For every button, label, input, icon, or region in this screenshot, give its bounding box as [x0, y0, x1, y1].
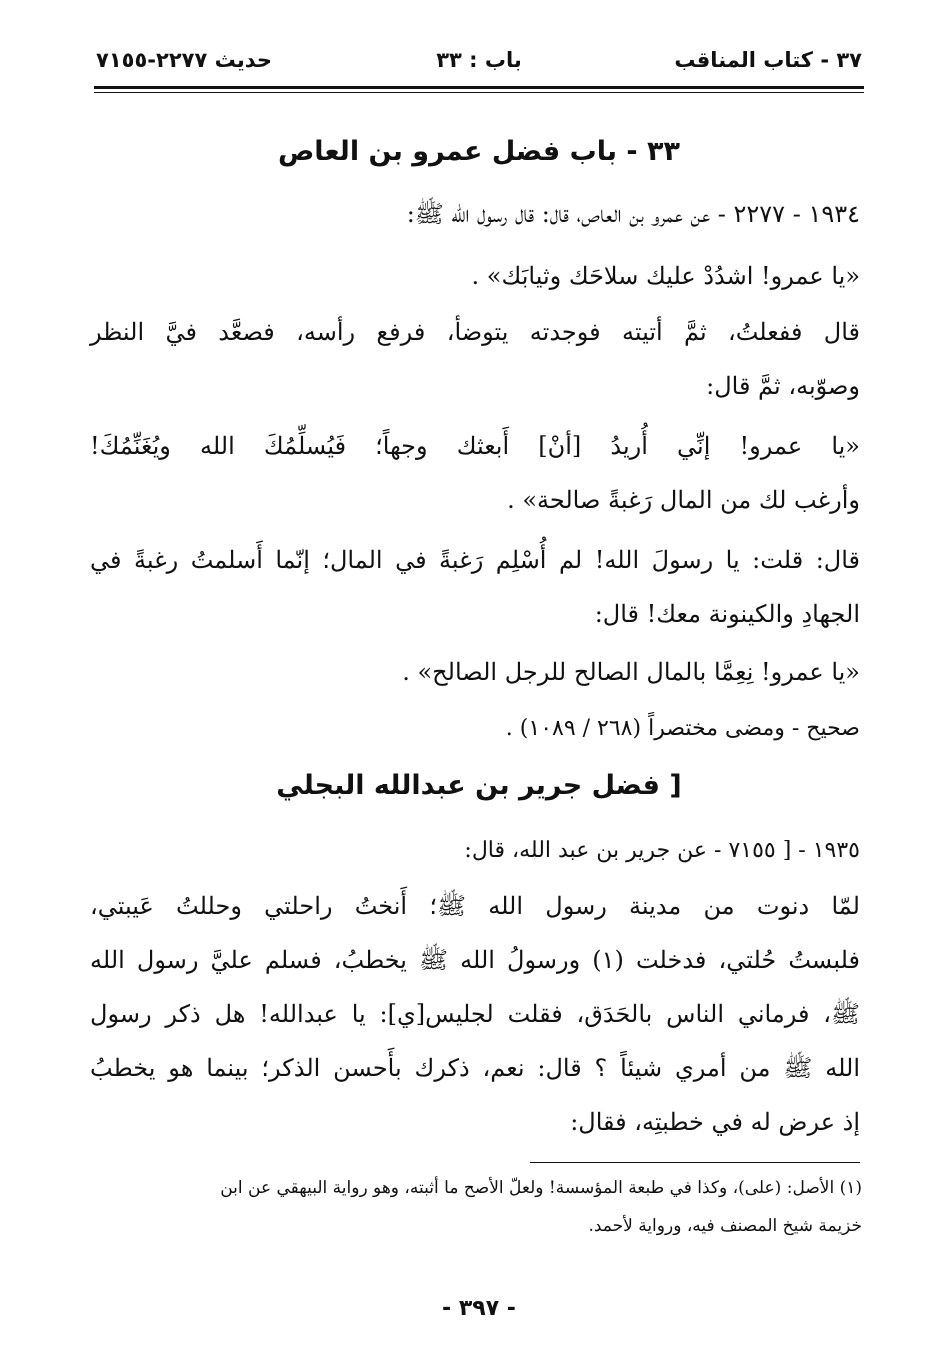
hadith-1935-text-line: الله ﷺ من أمري شيئاً ؟ قال: نعم، ذكرك بأَحسن الذكر؛ بينما هو يخطبُ	[90, 1054, 860, 1082]
hadith-1935-text-line: ﷺ، فرماني الناس بالحَدَق، فقلت لجليس[ي]: يا عبدالله! هل ذكر رسول	[90, 1000, 860, 1028]
hadith-1934-isnad: ١٩٣٤ - ٢٢٧٧ - عن عمرو بن العاص، قال: قال رسول الله ﷺ:	[406, 200, 860, 228]
hadith-1934-text-line: «يا عمرو! إنِّي أُريدُ [أنْ] أَبعثك وجهاً؛ فَيُسلِّمُكَ الله ويُغَنِّمُكَ!	[90, 432, 860, 460]
hadith-1934-text-line: «يا عمرو! نِعِمَّا بالمال الصالح للرجل الصالح» .	[402, 658, 860, 686]
hadith-1935-text-line: فلبستُ حُلتي، فدخلت (١) ورسولُ الله ﷺ يخطبُ، فسلم عليَّ رسول الله	[90, 946, 860, 974]
chapter-title: ٣٣ - باب فضل عمرو بن العاص	[277, 136, 681, 167]
header-rule-thin	[94, 92, 864, 93]
hadith-1935-text-line: إذ عرض له في خطبتِه، فقال:	[570, 1108, 860, 1136]
section-title: [ فضل جرير بن عبدالله البجلي	[276, 770, 682, 801]
hadith-1934-text-line: الجهادِ والكينونة معك! قال:	[594, 600, 860, 628]
header-rule-thick	[94, 86, 864, 89]
hadith-1934-text-line: وأرغب لك من المال رَغبةً صالحة» .	[507, 486, 860, 514]
hadith-1934-text-line: قال: قلت: يا رسولَ الله! لم أُسْلِم رَغبةً في المال؛ إنّما أَسلمتُ رغبةً في	[90, 546, 860, 574]
hadith-1935-text-line: لمّا دنوت من مدينة رسول الله ﷺ؛ أَنختُ راحلتي وحللتُ عَيبتي،	[90, 892, 860, 920]
hadith-1934-text-line: قال ففعلتُ، ثمَّ أتيته فوجدته يتوضأ، فرفع رأسه، فصعَّد فيَّ النظر	[90, 318, 860, 346]
header-hadith-range: حديث ٢٢٧٧-٧١٥٥	[96, 48, 272, 72]
hadith-1934-text-line: «يا عمرو! اشدُدْ عليك سلاحَك وثيابَك» .	[471, 262, 860, 290]
hadith-1935-isnad: ١٩٣٥ - [ ٧١٥٥ - عن جرير بن عبد الله، قال:	[464, 838, 860, 863]
page-number: - ٣٩٧ -	[442, 1296, 516, 1321]
hadith-1934-grading: صحيح - ومضى مختصراً (٢٦٨ / ١٠٨٩) .	[505, 716, 860, 741]
running-header	[96, 42, 862, 82]
footnote-line: (١) الأصل: (على)، وكذا في طبعة المؤسسة! ولعلّ الأصح ما أثبته، وهو رواية البيهقي عن ابن	[220, 1178, 862, 1198]
hadith-1934-text-line: وصوّبه، ثمَّ قال:	[706, 372, 860, 400]
footnote-line: خزيمة شيخ المصنف فيه، ورواية لأحمد.	[588, 1216, 862, 1236]
footnote-separator	[530, 1162, 860, 1163]
header-chapter-number: باب : ٣٣	[436, 48, 522, 72]
header-book-title: ٣٧ - كتاب المناقب	[674, 48, 862, 72]
